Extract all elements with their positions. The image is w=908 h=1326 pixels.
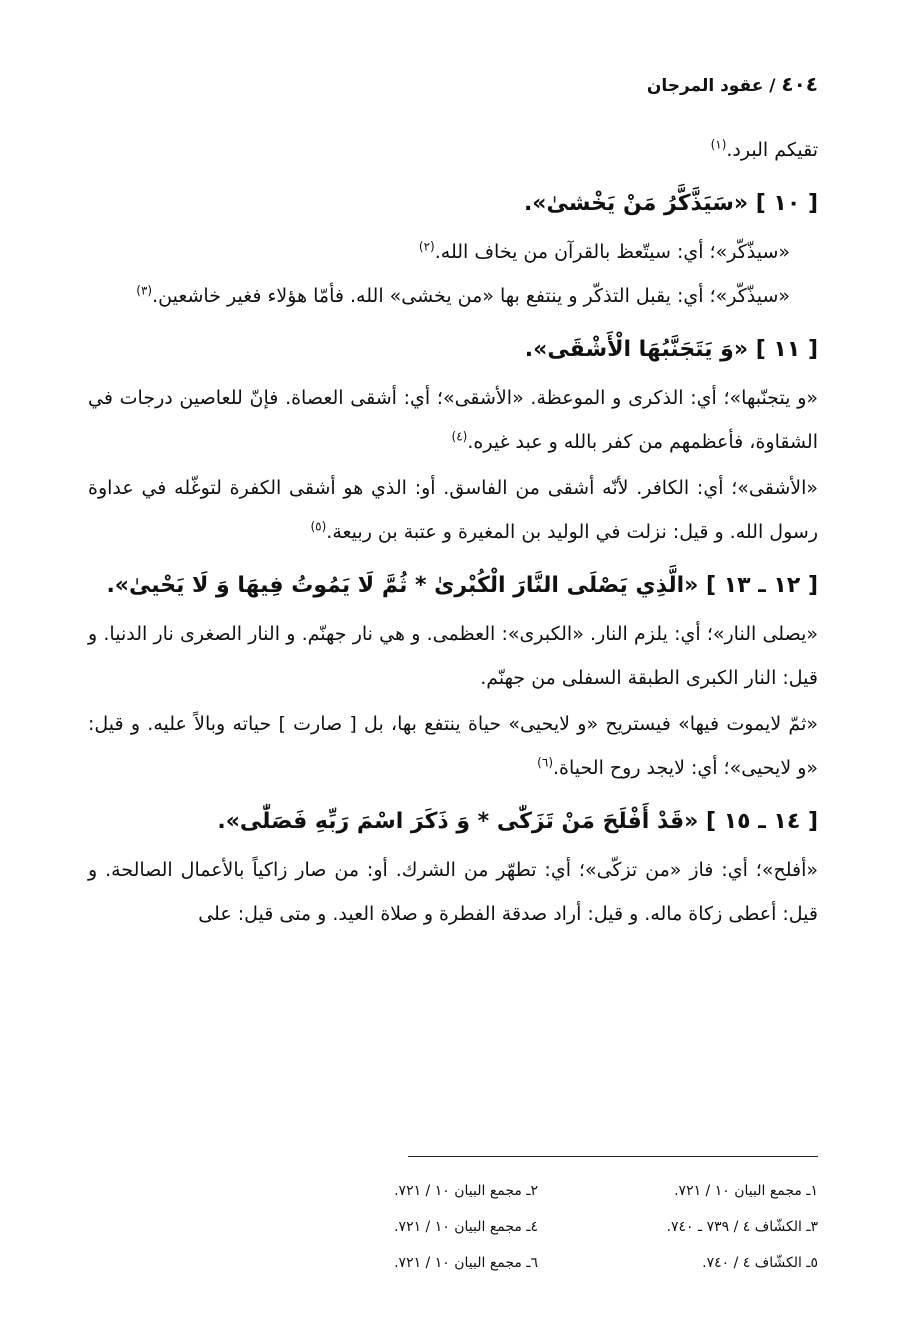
commentary-paragraph — [88, 230, 818, 274]
footnote-row — [258, 1245, 818, 1281]
paragraph-text: «سيذّكّر»؛ أي: سيتّعظ بالقرآن من يخاف الله. — [434, 241, 790, 263]
verse-heading — [88, 328, 818, 372]
paragraph-text: «أفلح»؛ أي: فاز «من تزكّى»؛ أي: تطهّر من الشرك. أو: من صار زاكياً بالأعمال الصالحة. و قيل: أعطى زكاة ماله. و قيل: أراد صدقة الفطرة و صلاة العيد. و متى قيل: على — [88, 859, 818, 925]
footnote-marker: (١) — [710, 137, 727, 152]
footnote-divider — [408, 1156, 818, 1157]
footnote-entry: ١ـ مجمع البيان ١٠ / ٧٢١. — [674, 1183, 818, 1199]
paragraph-text: [ ١٤ ـ ١٥ ] «قَدْ أَفْلَحَ مَنْ تَزَكّٰى * وَ ذَكَرَ اسْمَ رَبِّهِ فَصَلّٰى». — [217, 809, 818, 834]
paragraph-text: «سيذّكّر»؛ أي: يقبل التذكّر و ينتفع بها «من يخشى» الله. فأمّا هؤلاء فغير خاشعين. — [152, 285, 790, 307]
main-text — [88, 128, 818, 938]
book-title: عقود المرجان — [646, 76, 764, 96]
footnote-entry: ٣ـ الكشّاف ٤ / ٧٣٩ ـ ٧٤٠. — [666, 1219, 818, 1235]
footnote-row — [258, 1173, 818, 1209]
paragraph-text: «الأشقى»؛ أي: الكافر. لأنّه أشقى من الفاسق. أو: الذي هو أشقى الكفرة لتوغّله في عداوة رسول الله. و قيل: نزلت في الوليد بن المغيرة و عتبة بن ربيعة. — [88, 477, 818, 543]
footnote-entry: ٥ـ الكشّاف ٤ / ٧٤٠. — [702, 1255, 818, 1271]
paragraph-text: «ثمّ لايموت فيها» فيستريح «و لايحيى» حياة ينتفع بها، بل [ صارت ] حياته وبالاً عليه. و قيل: «و لايحيى»؛ أي: لايجد روح الحياة. — [88, 713, 818, 779]
page-number: ٤٠٤ — [781, 72, 818, 96]
commentary-paragraph — [88, 612, 818, 700]
footnote-marker: (٢) — [418, 239, 435, 254]
commentary-paragraph — [88, 128, 818, 172]
paragraph-text: «و يتجنّبها»؛ أي: الذكرى و الموعظة. «الأشقى»؛ أي: أشقى العصاة. فإنّ للعاصين درجات في الشقاوة، فأعظمهم من كفر بالله و عبد غيره. — [88, 387, 818, 453]
header-separator: / — [769, 76, 776, 96]
paragraph-text: [ ١٢ ـ ١٣ ] «الَّذِي يَصْلَى النَّارَ الْكُبْرىٰ * ثُمَّ لَا يَمُوتُ فِيهَا وَ لَا يَحْيىٰ». — [106, 573, 818, 598]
footnotes — [258, 1173, 818, 1281]
commentary-paragraph — [88, 848, 818, 936]
running-header — [647, 72, 818, 96]
paragraph-text: «يصلى النار»؛ أي: يلزم النار. «الكبرى»: العظمى. و هي نار جهنّم. و النار الصغرى نار الدنيا. و قيل: النار الكبرى الطبقة السفلى من جهنّم. — [88, 623, 818, 689]
commentary-paragraph — [88, 466, 818, 554]
commentary-paragraph — [88, 376, 818, 464]
paragraph-text: تقيكم البرد. — [726, 139, 818, 161]
footnote-marker: (٦) — [537, 755, 553, 770]
footnote-entry: ٢ـ مجمع البيان ١٠ / ٧٢١. — [394, 1183, 538, 1199]
footnote-marker: (٣) — [136, 283, 153, 298]
footnote-entry: ٦ـ مجمع البيان ١٠ / ٧٢١. — [394, 1255, 538, 1271]
footnote-row — [258, 1209, 818, 1245]
commentary-paragraph — [88, 274, 818, 318]
paragraph-text: [ ١١ ] «وَ يَتَجَنَّبُهَا الْأَشْقَى». — [524, 337, 818, 362]
verse-heading — [88, 182, 818, 226]
commentary-paragraph — [88, 702, 818, 790]
paragraph-text: [ ١٠ ] «سَيَذَّكَّرُ مَنْ يَخْشىٰ». — [523, 191, 818, 216]
verse-heading — [88, 564, 818, 608]
footnote-entry: ٤ـ مجمع البيان ١٠ / ٧٢١. — [394, 1219, 538, 1235]
footnote-marker: (٥) — [310, 519, 327, 534]
footnote-marker: (٤) — [451, 429, 468, 444]
verse-heading — [88, 800, 818, 844]
